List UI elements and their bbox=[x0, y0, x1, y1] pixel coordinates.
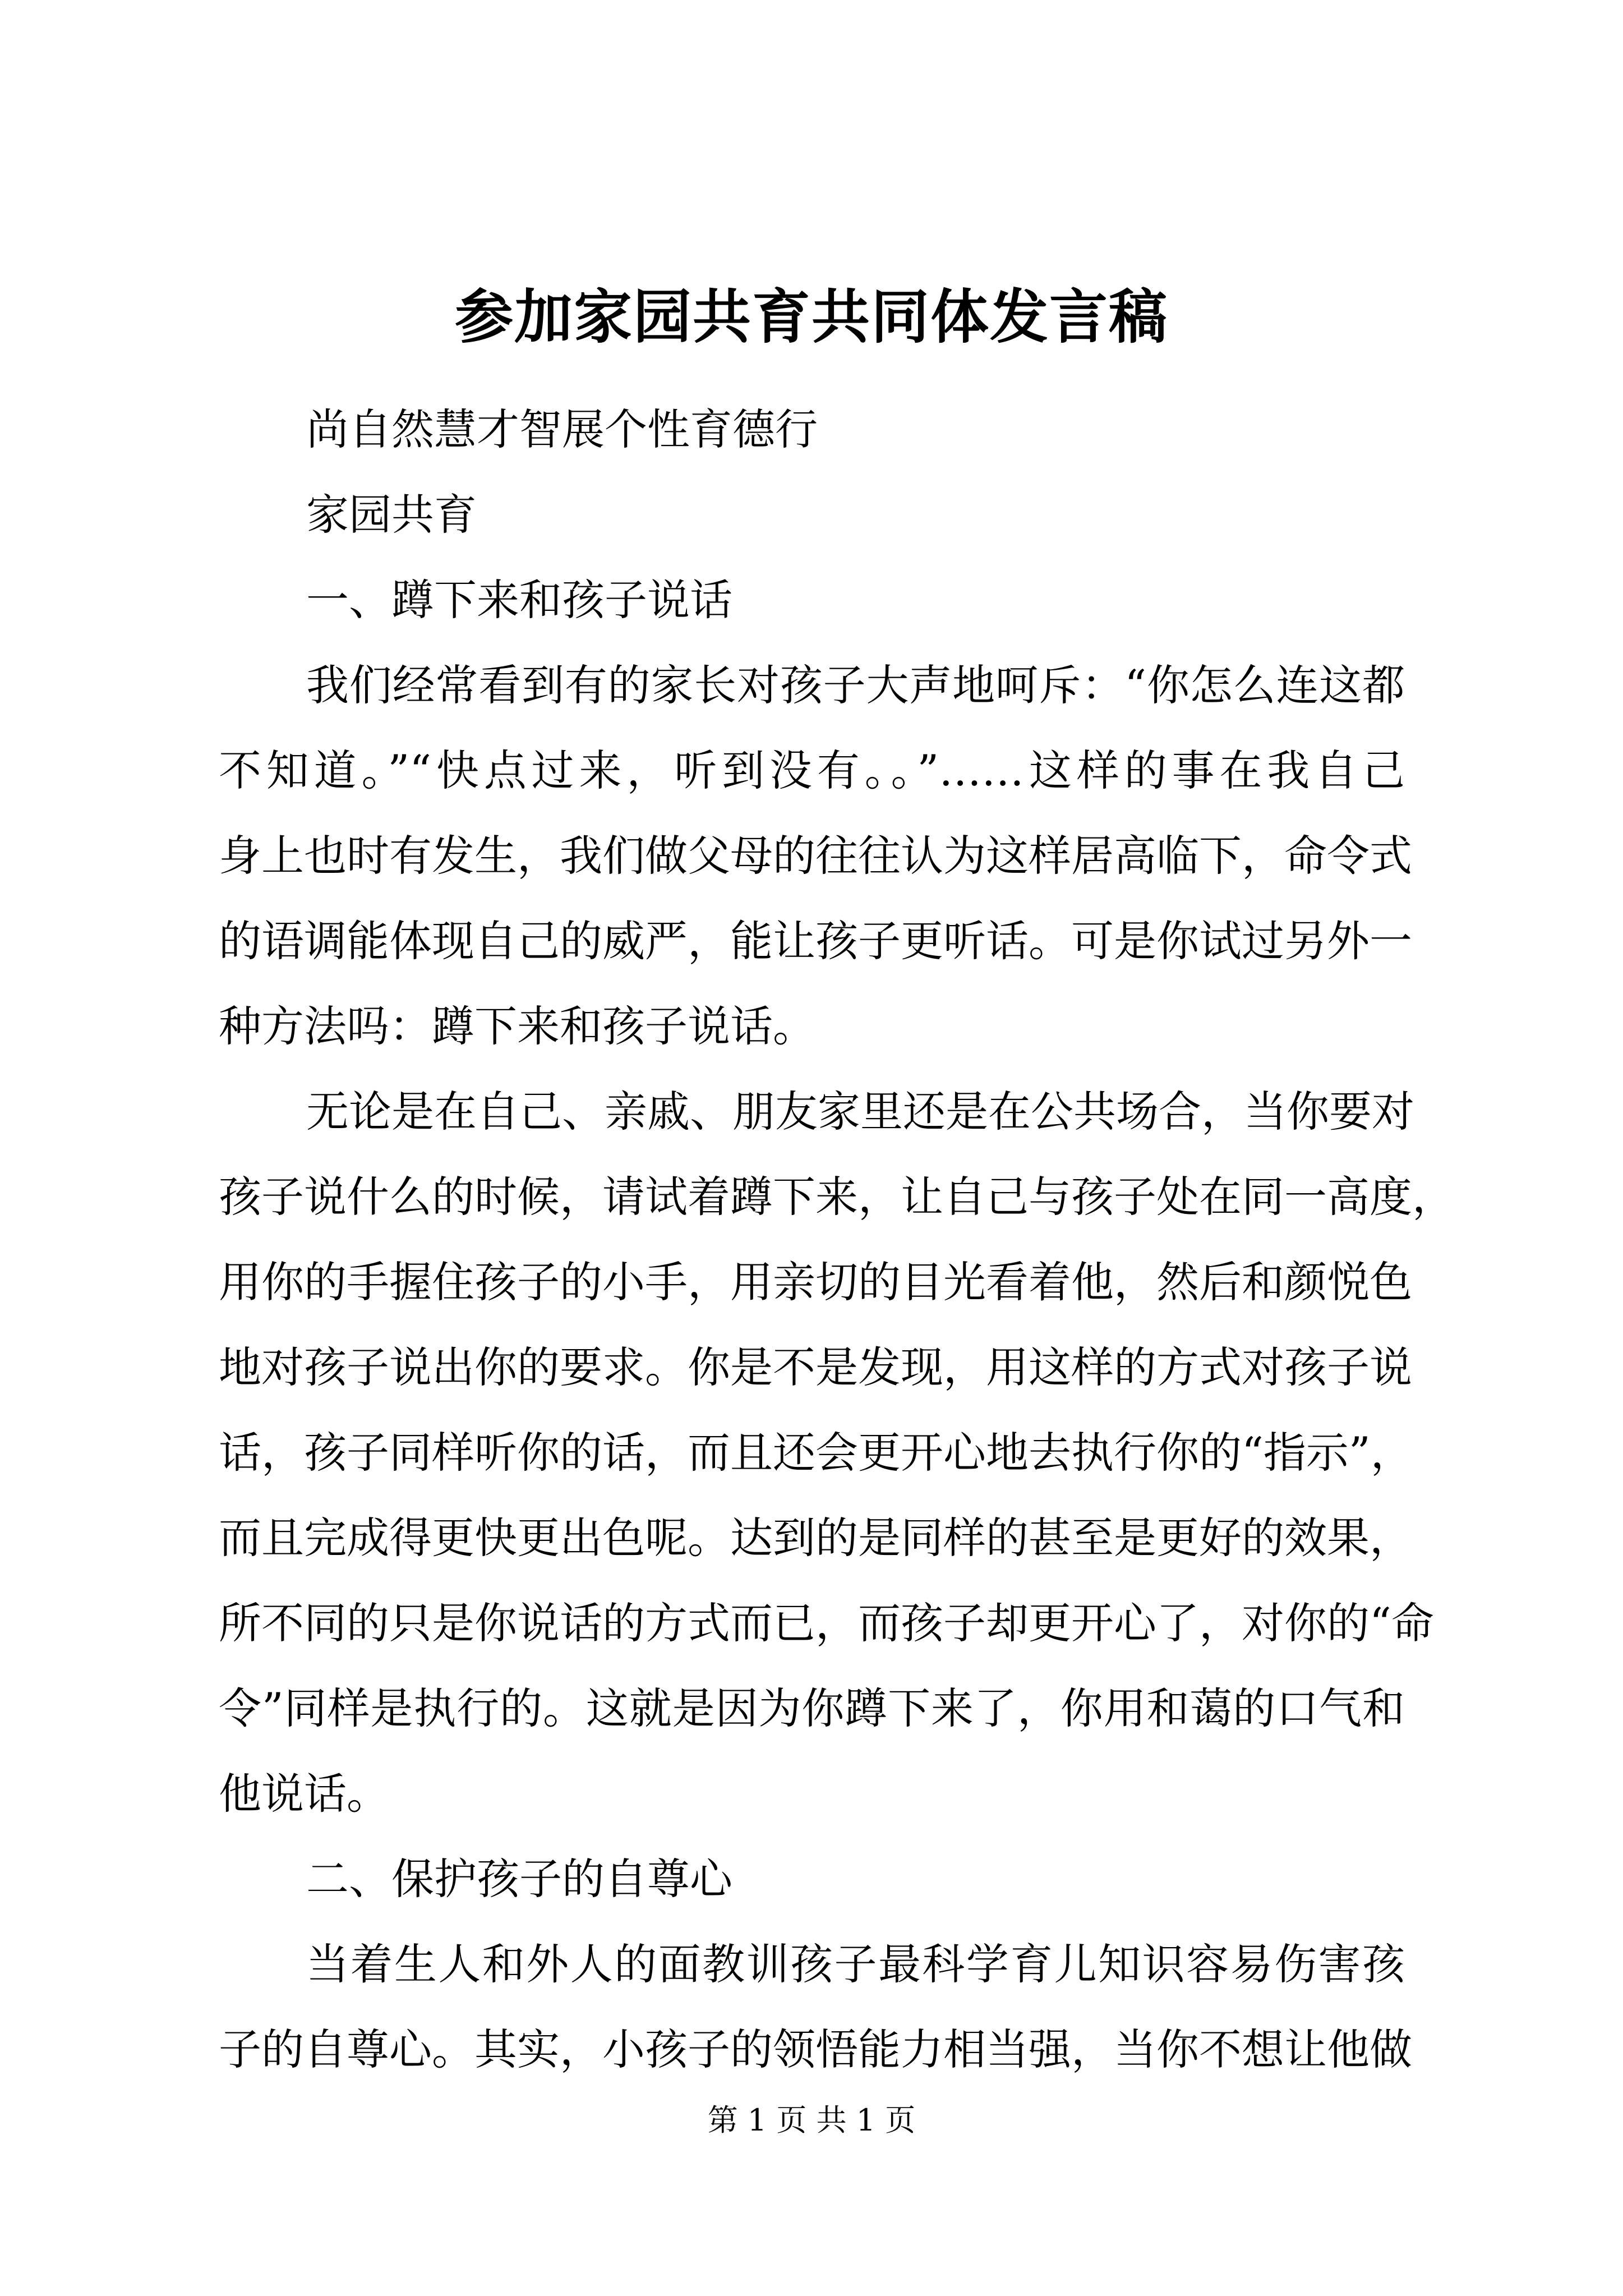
body-line: 而且完成得更快更出色呢。达到的是同样的甚至是更好的效果， bbox=[219, 1513, 1412, 1563]
body-line: 家园共育 bbox=[306, 490, 477, 540]
body-line: 令”同样是执行的。这就是因为你蹲下来了，你用和蔼的口气和 bbox=[219, 1683, 1405, 1733]
body-line: 不知道。”“快点过来，听到没有。。”……这样的事在我自己 bbox=[219, 746, 1405, 795]
body-line: 他说话。 bbox=[219, 1769, 389, 1819]
body-line: 所不同的只是你说话的方式而已，而孩子却更开心了，对你的“命 bbox=[219, 1598, 1434, 1648]
body-line: 的语调能体现自己的威严，能让孩子更听话。可是你试过另外一 bbox=[219, 916, 1412, 966]
body-line: 孩子说什么的时候，请试着蹲下来，让自己与孩子处在同一高度， bbox=[219, 1172, 1455, 1222]
body-line: 一、蹲下来和孩子说话 bbox=[306, 575, 732, 625]
page-footer: 第 1 页 共 1 页 bbox=[707, 2102, 916, 2138]
body-line: 尚自然慧才智展个性育德行 bbox=[306, 404, 818, 454]
body-line: 二、保护孩子的自尊心 bbox=[306, 1854, 732, 1904]
body-line: 种方法吗：蹲下来和孩子说话。 bbox=[219, 1001, 815, 1051]
body-line: 地对孩子说出你的要求。你是不是发现，用这样的方式对孩子说 bbox=[219, 1342, 1412, 1392]
document-title: 参加家园共育共同体发言稿 bbox=[454, 282, 1168, 351]
body-line: 身上也时有发生，我们做父母的往往认为这样居高临下，命令式 bbox=[219, 831, 1412, 881]
body-line: 我们经常看到有的家长对孩子大声地呵斥：“你怎么连这都 bbox=[306, 660, 1405, 710]
body-line: 子的自尊心。其实，小孩子的领悟能力相当强，当你不想让他做 bbox=[219, 2024, 1412, 2074]
body-line: 无论是在自己、亲戚、朋友家里还是在公共场合，当你要对 bbox=[306, 1087, 1414, 1137]
document-body bbox=[219, 387, 1455, 2092]
body-line: 当着生人和外人的面教训孩子最科学育儿知识容易伤害孩 bbox=[306, 1939, 1405, 1989]
body-line: 话，孩子同样听你的话，而且还会更开心地去执行你的“指示”， bbox=[219, 1428, 1413, 1478]
body-line: 用你的手握住孩子的小手，用亲切的目光看着他，然后和颜悦色 bbox=[219, 1257, 1412, 1307]
